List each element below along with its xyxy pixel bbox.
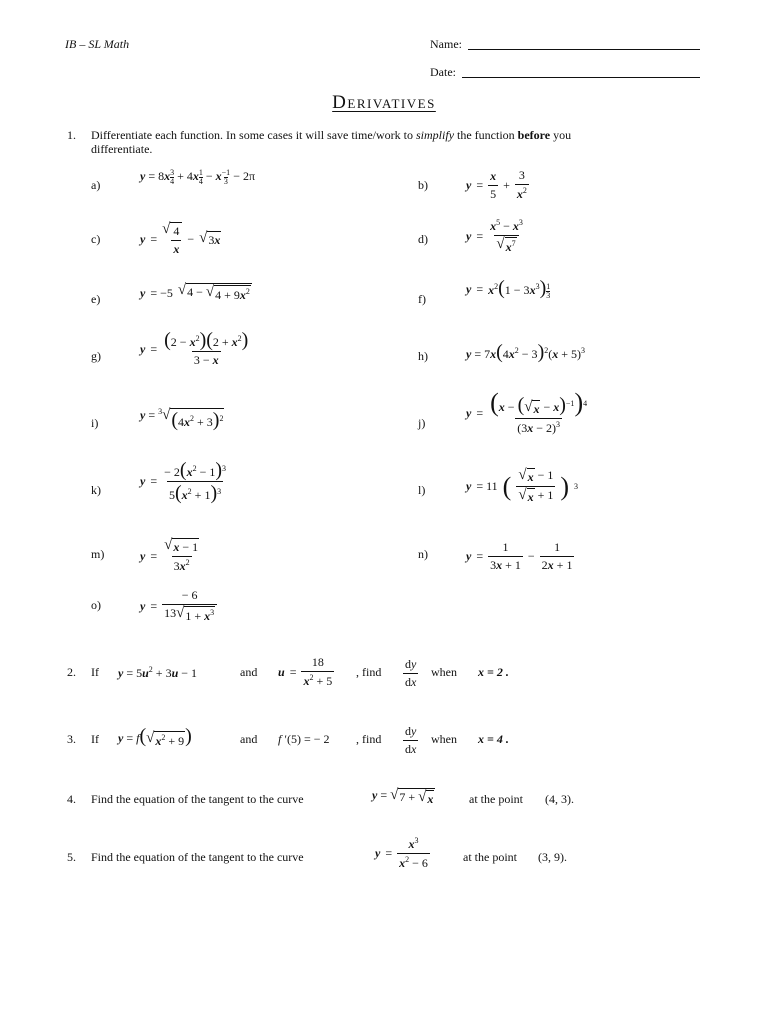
equation-h: $y = 7x(4x^2 - 3)^2(x + 5)^3$ <box>466 341 585 363</box>
q4-text: Find the equation of the tangent to the curve <box>91 792 304 806</box>
part-label-d: d) <box>418 232 428 246</box>
q5-text: Find the equation of the tangent to the curve <box>91 850 304 864</box>
date-line <box>462 77 700 78</box>
equation-c: y = √ $\frac{4}{x}$ − √ 3x <box>140 221 221 256</box>
equation-m: y = √ x − 1 $3x^2$ <box>140 537 199 573</box>
part-label-c: c) <box>91 232 101 246</box>
q3-when: when <box>431 732 457 746</box>
name-label: Name: <box>430 37 462 51</box>
equation-n: y = $\frac{1}{3x + 1}$ − $\frac{1}{2x + 1}$ <box>466 540 573 572</box>
q5-point: (3, 9). <box>538 850 567 864</box>
page-title: Derivatives <box>332 92 436 113</box>
equation-o: y = − 6 13 √ $1 + x^3$ <box>140 588 217 624</box>
part-label-n: n) <box>418 547 428 561</box>
q2-value: x = 2 . <box>478 665 509 679</box>
part-label-b: b) <box>418 178 428 192</box>
part-label-a: a) <box>91 178 101 192</box>
q4-number: 4. <box>67 792 76 806</box>
equation-g: y = $\frac{(2 - x^2)(2 + x^2)}{3 - x}$ <box>140 329 249 367</box>
q3-if: If <box>91 732 99 746</box>
q4-point-label: at the point <box>469 792 523 806</box>
q2-if: If <box>91 665 99 679</box>
q5-equation: y = $\frac{x^3}{x^2 - 6}$ <box>375 836 428 870</box>
q1-instructions-line2: differentiate. <box>91 142 153 156</box>
equation-e: y = −5 √ 4 − √ $4 + 9x^2$ <box>140 282 250 302</box>
q4-equation: y = √ 7 + √ x <box>372 787 434 806</box>
q5-number: 5. <box>67 850 76 864</box>
date-label: Date: <box>430 65 456 79</box>
q5-point-label: at the point <box>463 850 517 864</box>
course-label: IB – SL Math <box>65 37 130 51</box>
part-label-f: f) <box>418 292 426 306</box>
part-label-l: l) <box>418 483 426 497</box>
equation-j: y = (x − ( √ x − x)$^{-1}$)$^4$ $(3x - 2)^3$ <box>466 388 588 435</box>
part-label-h: h) <box>418 349 428 363</box>
q3-and: and <box>240 732 258 746</box>
part-label-j: j) <box>418 416 426 430</box>
q3-number: 3. <box>67 732 76 746</box>
q2-equation-y: $y = 5u^2 + 3u - 1$ <box>118 665 198 680</box>
equation-a: y = 8x $\frac{3}{4}$ + 4x $\frac{1}{4}$ − x $\frac{-1}{3}$ − 2π <box>140 168 256 186</box>
q2-number: 2. <box>67 665 76 679</box>
part-label-e: e) <box>91 292 101 306</box>
q2-and: and <box>240 665 258 679</box>
name-line <box>468 49 700 50</box>
equation-k: y = $\frac{- 2(x^2 - 1)^3}{5(x^2 + 1)^3}$ <box>140 459 227 504</box>
q3-dydx: $\frac{dy}{dx}$ <box>405 724 417 756</box>
q3-find: , find <box>356 732 382 746</box>
equation-i: y = $^3$ √ $(4x^2 + 3)^2$ <box>140 407 224 431</box>
q4-point: (4, 3). <box>545 792 574 806</box>
q3-value: x = 4 . <box>478 732 509 746</box>
q1-number: 1. <box>67 128 76 142</box>
part-label-m: m) <box>91 547 105 561</box>
q3-equation-y: y = f( √ $x^2 + 9$ ) <box>118 725 192 748</box>
q1-instructions: Differentiate each function. In some cases it will save time/work to simplify the function before you <box>91 128 572 142</box>
part-label-i: i) <box>91 416 99 430</box>
q2-find: , find <box>356 665 382 679</box>
q2-equation-u: u = $\frac{18}{x^2 + 5}$ <box>278 655 333 688</box>
equation-d: y = $x^5 - x^3$ √ $x^7$ <box>466 218 523 254</box>
q2-dydx: $\frac{dy}{dx}$ <box>405 657 417 689</box>
equation-b: y = $\frac{x}{5}$ + $\frac{3}{x^2}$ <box>466 168 527 201</box>
equation-l: y = 11 ( √ x − 1 √ x + 1 ) 3 <box>466 467 579 504</box>
part-label-g: g) <box>91 349 101 363</box>
equation-f: y = $x^2(1 - 3x^3)$ $\frac{1}{3}$ <box>466 277 551 300</box>
q3-condition: f ′(5) = − 2 <box>278 732 330 746</box>
q2-when: when <box>431 665 457 679</box>
part-label-o: o) <box>91 598 101 612</box>
part-label-k: k) <box>91 483 101 497</box>
